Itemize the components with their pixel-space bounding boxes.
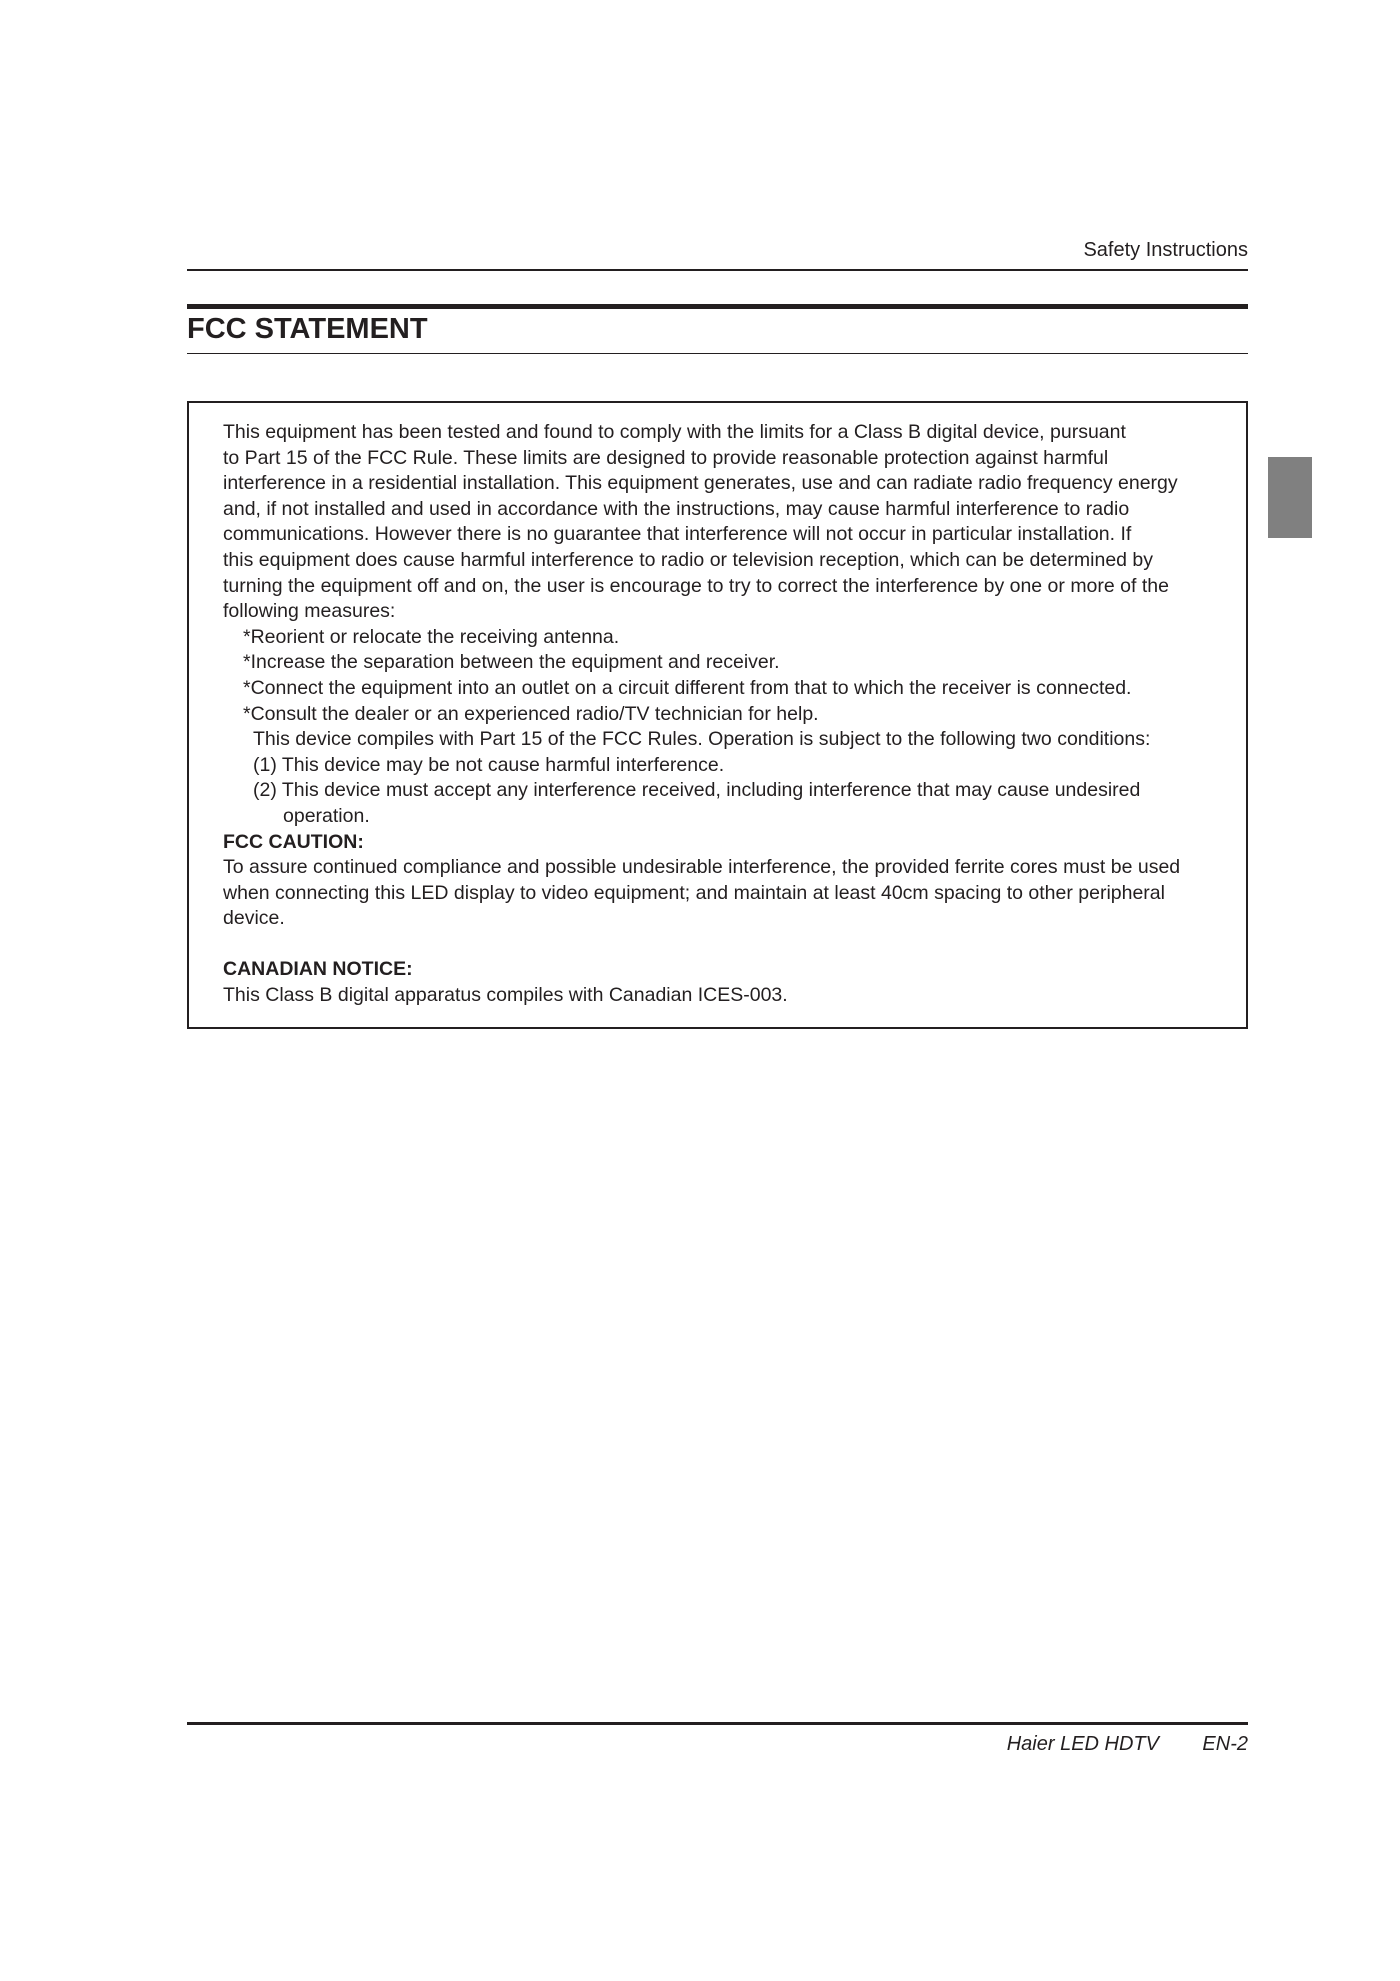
compliance-intro: This device compiles with Part 15 of the FCC Rules. Operation is subject to the following two conditions: <box>253 728 1151 751</box>
condition-item: (2) This device must accept any interference received, including interference that may cause undesired <box>253 779 1141 802</box>
paragraph-line: this equipment does cause harmful interference to radio or television reception, which can be determined by <box>223 548 1154 571</box>
fcc-statement-box <box>187 401 1248 1029</box>
fcc-caution-heading: FCC CAUTION: <box>223 830 364 853</box>
measure-item: *Consult the dealer or an experienced radio/TV technician for help. <box>243 702 819 725</box>
paragraph-line: turning the equipment off and on, the user is encourage to try to correct the interference by one or more of the <box>223 574 1169 597</box>
paragraph-line: communications. However there is no guarantee that interference will not occur in particular installation. If <box>223 523 1132 546</box>
spacer <box>223 932 1223 958</box>
fcc-statement-text <box>223 420 1223 1009</box>
canadian-notice-heading: CANADIAN NOTICE: <box>223 958 413 981</box>
fcc-caution-line: device. <box>223 907 285 930</box>
page-title: FCC STATEMENT <box>187 313 428 345</box>
paragraph-line: following measures: <box>223 600 396 623</box>
paragraph-line: interference in a residential installation. This equipment generates, use and can radiate radio frequency energy <box>223 472 1178 495</box>
title-bottom-rule <box>187 353 1248 354</box>
fcc-caution-line: when connecting this LED display to video equipment; and maintain at least 40cm spacing to other peripheral <box>223 881 1165 904</box>
paragraph-line: This equipment has been tested and found to comply with the limits for a Class B digital device, pursuant <box>223 421 1126 443</box>
footer-product-name: Haier LED HDTV <box>1006 1733 1159 1755</box>
paragraph-line: to Part 15 of the FCC Rule. These limits are designed to provide reasonable protection against harmful <box>223 446 1109 469</box>
page-number: EN-2 <box>1202 1733 1248 1755</box>
measure-item: *Reorient or relocate the receiving antenna. <box>243 625 620 648</box>
fcc-caution-line: To assure continued compliance and possible undesirable interference, the provided ferrite cores must be used <box>223 856 1181 879</box>
measure-item: *Increase the separation between the equipment and receiver. <box>243 651 780 674</box>
condition-item-continued: operation. <box>283 804 370 827</box>
paragraph-line: and, if not installed and used in accordance with the instructions, may cause harmful interference to radio <box>223 497 1130 520</box>
section-tab-marker <box>1268 457 1312 538</box>
header-divider <box>187 269 1248 271</box>
title-top-rule <box>187 304 1248 309</box>
canadian-notice-text: This Class B digital apparatus compiles with Canadian ICES-003. <box>223 984 788 1007</box>
footer-divider <box>187 1722 1248 1725</box>
measure-item: *Connect the equipment into an outlet on a circuit different from that to which the receiver is connected. <box>243 676 1132 699</box>
running-header: Safety Instructions <box>1083 239 1248 261</box>
condition-item: (1) This device may be not cause harmful interference. <box>253 753 725 776</box>
